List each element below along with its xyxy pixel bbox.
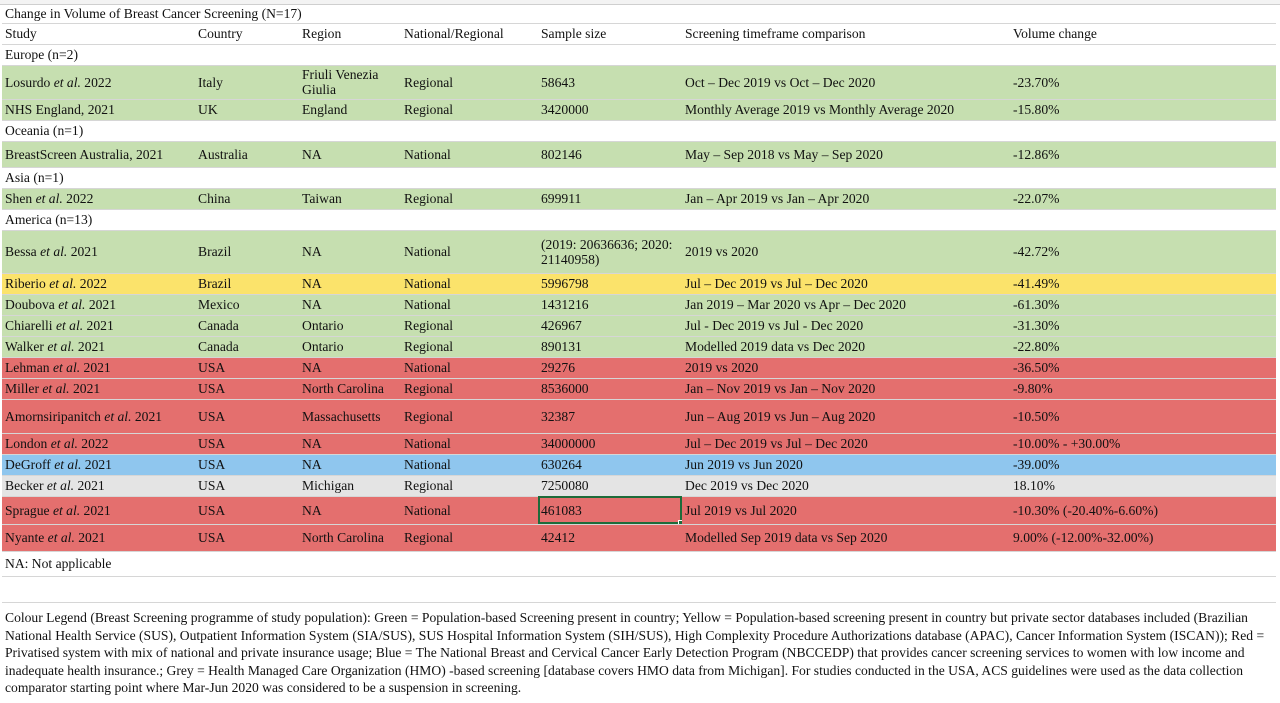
volume-change-cell[interactable]: 9.00% (-12.00%-32.00%)	[1010, 524, 1276, 551]
study-et-al: et al.	[35, 191, 63, 206]
colour-legend[interactable]: Colour Legend (Breast Screening programme of study population): Green = Population-based Screening present in country; Yellow = Population-based screening present in country but private sector databases included (Brazilian National Health Service (SUS), Outpatient Information System (SIA/SUS), SUS Hospital Information System (SIH/SUS), High Complexity Procedure Authorizations database (APAC), Cancer Information System (ISCAN)); Red = Privatised system with mix of national and private insurance usage; Blue = The National Breast and Cervical Cancer Early Detection Program (NBCCEDP) that provides cancer screening services to women with low income and inadequate health insurance.; Grey = Health Managed Care Organization (HMO) -based screening [database covers HMO data from Michigan]. For studies conducted in the USA, ACS guidelines were used as the data collection comparator starting point where Mar-Jun 2020 was considered to be a suspension in screening.	[5, 610, 1265, 695]
volume-change-cell[interactable]: -36.50%	[1010, 357, 1276, 378]
region-cell[interactable]: NA	[299, 454, 401, 475]
screening-table	[2, 5, 1276, 577]
table-row	[2, 496, 1276, 524]
sample-size-cell[interactable]: 461083	[538, 496, 682, 524]
study-author: Riberio	[5, 276, 50, 291]
study-author: Sprague	[5, 502, 53, 518]
scope-cell[interactable]: National	[401, 230, 538, 273]
country-cell[interactable]: UK	[195, 99, 299, 120]
table-row	[2, 524, 1276, 551]
region-cell[interactable]: Ontario	[299, 336, 401, 357]
scope-cell[interactable]: Regional	[401, 336, 538, 357]
region-cell[interactable]: NA	[299, 230, 401, 273]
study-cell[interactable]	[2, 273, 195, 294]
volume-change-cell[interactable]: -10.30% (-20.40%-6.60%)	[1010, 496, 1276, 524]
scope-cell[interactable]: Regional	[401, 188, 538, 209]
timeframe-cell[interactable]: Modelled 2019 data vs Dec 2020	[682, 336, 1010, 357]
study-year: 2021	[74, 339, 106, 354]
scope-cell[interactable]: National	[401, 454, 538, 475]
study-year: 2022	[80, 74, 112, 90]
study-et-al: et al.	[52, 502, 81, 518]
volume-change-cell[interactable]: -23.70%	[1010, 65, 1276, 99]
region-cell[interactable]: Ontario	[299, 315, 401, 336]
region-cell[interactable]: England	[299, 99, 401, 120]
table-row	[2, 273, 1276, 294]
volume-change-cell[interactable]: -61.30%	[1010, 294, 1276, 315]
sample-size-cell[interactable]: 426967	[538, 315, 682, 336]
timeframe-cell[interactable]: Dec 2019 vs Dec 2020	[682, 475, 1010, 496]
sample-size-cell[interactable]: 630264	[538, 454, 682, 475]
region-cell[interactable]: NA	[299, 496, 401, 524]
country-cell[interactable]: Canada	[195, 315, 299, 336]
region-row	[2, 44, 1276, 65]
sample-size-cell[interactable]: 7250080	[538, 475, 682, 496]
region-cell[interactable]: NA	[299, 357, 401, 378]
study-author: Nyante	[5, 530, 48, 545]
volume-change-cell[interactable]: -42.72%	[1010, 230, 1276, 273]
sample-size-cell[interactable]: 32387	[538, 399, 682, 433]
volume-change-cell[interactable]: -15.80%	[1010, 99, 1276, 120]
volume-change-cell[interactable]: -41.49%	[1010, 273, 1276, 294]
region-cell[interactable]: NA	[299, 141, 401, 167]
region-label[interactable]: Oceania (n=1)	[2, 120, 1276, 141]
table-row	[2, 141, 1276, 167]
volume-change-cell[interactable]: -10.00% - +30.00%	[1010, 433, 1276, 454]
study-cell[interactable]	[2, 399, 195, 433]
scope-cell[interactable]: Regional	[401, 399, 538, 433]
study-cell[interactable]	[2, 454, 195, 475]
scope-cell[interactable]: National	[401, 357, 538, 378]
study-cell[interactable]	[2, 378, 195, 399]
country-cell[interactable]: USA	[195, 378, 299, 399]
scope-cell[interactable]: National	[401, 294, 538, 315]
study-et-al: et al.	[52, 360, 81, 375]
country-cell[interactable]: USA	[195, 433, 299, 454]
study-year: 2021	[83, 318, 114, 333]
region-cell[interactable]: NA	[299, 273, 401, 294]
study-et-al: et al.	[54, 457, 82, 472]
study-et-al: et al.	[47, 530, 75, 545]
study-cell[interactable]	[2, 141, 195, 167]
study-year: 2022	[76, 276, 107, 291]
study-cell[interactable]	[2, 188, 195, 209]
volume-change-cell[interactable]: -22.07%	[1010, 188, 1276, 209]
volume-change-cell[interactable]: -31.30%	[1010, 315, 1276, 336]
country-cell[interactable]: Australia	[195, 141, 299, 167]
header-scope[interactable]: National/Regional	[401, 23, 538, 44]
study-cell[interactable]	[2, 433, 195, 454]
timeframe-cell[interactable]: Jul 2019 vs Jul 2020	[682, 496, 1010, 524]
study-author: Miller	[5, 381, 43, 396]
country-cell[interactable]: USA	[195, 357, 299, 378]
region-label[interactable]: Asia (n=1)	[2, 167, 1276, 188]
timeframe-cell[interactable]: Jun – Aug 2019 vs Jun – Aug 2020	[682, 399, 1010, 433]
study-et-al: et al.	[40, 244, 68, 259]
sample-size-cell[interactable]: 58643	[538, 65, 682, 99]
study-year: 2021	[81, 457, 112, 472]
study-cell[interactable]	[2, 294, 195, 315]
study-cell[interactable]	[2, 475, 195, 496]
volume-change-cell[interactable]: -10.50%	[1010, 399, 1276, 433]
scope-cell[interactable]: Regional	[401, 524, 538, 551]
sample-size-cell[interactable]: 42412	[538, 524, 682, 551]
timeframe-cell[interactable]: 2019 vs 2020	[682, 230, 1010, 273]
region-cell[interactable]: Taiwan	[299, 188, 401, 209]
scope-cell[interactable]: Regional	[401, 378, 538, 399]
volume-change-cell[interactable]: -9.80%	[1010, 378, 1276, 399]
sample-size-cell[interactable]: 890131	[538, 336, 682, 357]
country-cell[interactable]: Canada	[195, 336, 299, 357]
study-cell[interactable]	[2, 99, 195, 120]
country-cell[interactable]: Mexico	[195, 294, 299, 315]
scope-cell[interactable]: Regional	[401, 475, 538, 496]
scope-cell[interactable]: National	[401, 433, 538, 454]
title-row	[2, 5, 1276, 23]
sample-size-cell[interactable]: 8536000	[538, 378, 682, 399]
region-row	[2, 120, 1276, 141]
volume-change-cell[interactable]: -22.80%	[1010, 336, 1276, 357]
study-year: 2021	[74, 530, 106, 545]
timeframe-cell[interactable]: 2019 vs 2020	[682, 357, 1010, 378]
study-et-al: et al.	[47, 339, 75, 354]
region-cell[interactable]: Friuli Venezia Giulia	[299, 65, 401, 99]
header-sample-size[interactable]: Sample size	[538, 23, 682, 44]
sample-size-cell[interactable]: 3420000	[538, 99, 682, 120]
region-row	[2, 167, 1276, 188]
study-year: 2022	[62, 191, 94, 206]
timeframe-cell[interactable]: May – Sep 2018 vs May – Sep 2020	[682, 141, 1010, 167]
study-year: 2021	[131, 408, 163, 424]
region-cell[interactable]: Massachusetts	[299, 399, 401, 433]
table-row	[2, 315, 1276, 336]
study-author: DeGroff	[5, 457, 55, 472]
volume-change-cell[interactable]: -39.00%	[1010, 454, 1276, 475]
study-year: 2021	[67, 244, 98, 259]
country-cell[interactable]: USA	[195, 475, 299, 496]
sample-size-cell[interactable]: 29276	[538, 357, 682, 378]
study-author: London	[5, 436, 51, 451]
study-author: Chiarelli	[5, 318, 56, 333]
country-cell[interactable]: USA	[195, 399, 299, 433]
region-cell[interactable]: North Carolina	[299, 378, 401, 399]
header-country[interactable]: Country	[195, 23, 299, 44]
sample-size-cell[interactable]: 5996798	[538, 273, 682, 294]
timeframe-cell[interactable]: Oct – Dec 2019 vs Oct – Dec 2020	[682, 65, 1010, 99]
country-cell[interactable]: Italy	[195, 65, 299, 99]
study-cell[interactable]	[2, 315, 195, 336]
country-cell[interactable]: Brazil	[195, 230, 299, 273]
study-author: Walker	[5, 339, 48, 354]
table-row	[2, 65, 1276, 99]
study-year: 2022	[77, 436, 109, 451]
region-cell[interactable]: North Carolina	[299, 524, 401, 551]
study-year: 2021	[69, 381, 101, 396]
timeframe-cell[interactable]: Jul – Dec 2019 vs Jul – Dec 2020	[682, 433, 1010, 454]
study-cell[interactable]	[2, 65, 195, 99]
sample-size-cell[interactable]: 802146	[538, 141, 682, 167]
region-cell[interactable]: NA	[299, 433, 401, 454]
study-et-al: et al.	[50, 436, 78, 451]
table-row	[2, 294, 1276, 315]
table-row	[2, 99, 1276, 120]
study-author: Shen	[5, 191, 36, 206]
table-row	[2, 454, 1276, 475]
study-author: Losurdo	[5, 74, 54, 90]
volume-change-cell[interactable]: -12.86%	[1010, 141, 1276, 167]
table-row	[2, 230, 1276, 273]
sample-size-cell[interactable]: 1431216	[538, 294, 682, 315]
study-et-al: et al.	[58, 297, 86, 312]
study-cell[interactable]	[2, 524, 195, 551]
header-row	[2, 23, 1276, 44]
sample-size-cell[interactable]: 699911	[538, 188, 682, 209]
scope-cell[interactable]: Regional	[401, 99, 538, 120]
study-cell[interactable]	[2, 496, 195, 524]
timeframe-cell[interactable]: Jan 2019 – Mar 2020 vs Apr – Dec 2020	[682, 294, 1010, 315]
sample-size-cell[interactable]: (2019: 20636636; 2020: 21140958)	[538, 230, 682, 273]
study-year: 2021	[80, 502, 111, 518]
table-row	[2, 399, 1276, 433]
table-row	[2, 336, 1276, 357]
table-row	[2, 357, 1276, 378]
region-cell[interactable]: NA	[299, 294, 401, 315]
study-year: 2021	[80, 360, 111, 375]
study-year: 2021	[85, 297, 117, 312]
timeframe-cell[interactable]: Jan – Nov 2019 vs Jan – Nov 2020	[682, 378, 1010, 399]
header-volume-change[interactable]: Volume change	[1010, 23, 1276, 44]
note-row	[2, 551, 1276, 576]
study-et-al: et al.	[49, 276, 77, 291]
study-author: Becker	[5, 478, 47, 493]
timeframe-cell[interactable]: Jul - Dec 2019 vs Jul - Dec 2020	[682, 315, 1010, 336]
header-study[interactable]: Study	[2, 23, 195, 44]
region-label[interactable]: Europe (n=2)	[2, 44, 1276, 65]
table-row	[2, 433, 1276, 454]
country-cell[interactable]: USA	[195, 524, 299, 551]
study-year: 2021	[74, 478, 105, 493]
sample-size-cell[interactable]: 34000000	[538, 433, 682, 454]
study-et-al: et al.	[46, 478, 75, 493]
scope-cell[interactable]: Regional	[401, 65, 538, 99]
study-cell[interactable]	[2, 357, 195, 378]
region-cell[interactable]: Michigan	[299, 475, 401, 496]
study-author: Amornsiripanitch	[5, 408, 105, 424]
scope-cell[interactable]: Regional	[401, 315, 538, 336]
study-author: Doubova	[5, 297, 59, 312]
legend-divider	[2, 602, 1276, 603]
region-label[interactable]: America (n=13)	[2, 209, 1276, 230]
timeframe-cell[interactable]: Monthly Average 2019 vs Monthly Average 2020	[682, 99, 1010, 120]
timeframe-cell[interactable]: Jan – Apr 2019 vs Jan – Apr 2020	[682, 188, 1010, 209]
country-cell[interactable]: USA	[195, 454, 299, 475]
table-row	[2, 378, 1276, 399]
country-cell[interactable]: USA	[195, 496, 299, 524]
table-title[interactable]: Change in Volume of Breast Cancer Screening (N=17)	[2, 5, 1276, 23]
country-cell[interactable]: China	[195, 188, 299, 209]
scope-cell[interactable]: National	[401, 496, 538, 524]
study-cell[interactable]	[2, 230, 195, 273]
study-author: Bessa	[5, 244, 41, 259]
study-et-al: et al.	[104, 408, 132, 424]
study-author: BreastScreen Australia, 2021	[5, 146, 164, 162]
region-row	[2, 209, 1276, 230]
table-row	[2, 188, 1276, 209]
study-et-al: et al.	[53, 74, 81, 90]
timeframe-cell[interactable]: Jul – Dec 2019 vs Jul – Dec 2020	[682, 273, 1010, 294]
study-cell[interactable]	[2, 336, 195, 357]
study-et-al: et al.	[42, 381, 70, 396]
footnote-cell[interactable]: NA: Not applicable	[2, 551, 1276, 576]
study-et-al: et al.	[55, 318, 84, 333]
country-cell[interactable]: Brazil	[195, 273, 299, 294]
study-author: Lehman	[5, 360, 53, 375]
table-body	[2, 5, 1276, 576]
timeframe-cell[interactable]: Modelled Sep 2019 data vs Sep 2020	[682, 524, 1010, 551]
header-region[interactable]: Region	[299, 23, 401, 44]
timeframe-cell[interactable]: Jun 2019 vs Jun 2020	[682, 454, 1010, 475]
study-author: NHS England, 2021	[5, 102, 115, 117]
volume-change-cell[interactable]: 18.10%	[1010, 475, 1276, 496]
table-row	[2, 475, 1276, 496]
scope-cell[interactable]: National	[401, 141, 538, 167]
header-timeframe[interactable]: Screening timeframe comparison	[682, 23, 1010, 44]
scope-cell[interactable]: National	[401, 273, 538, 294]
